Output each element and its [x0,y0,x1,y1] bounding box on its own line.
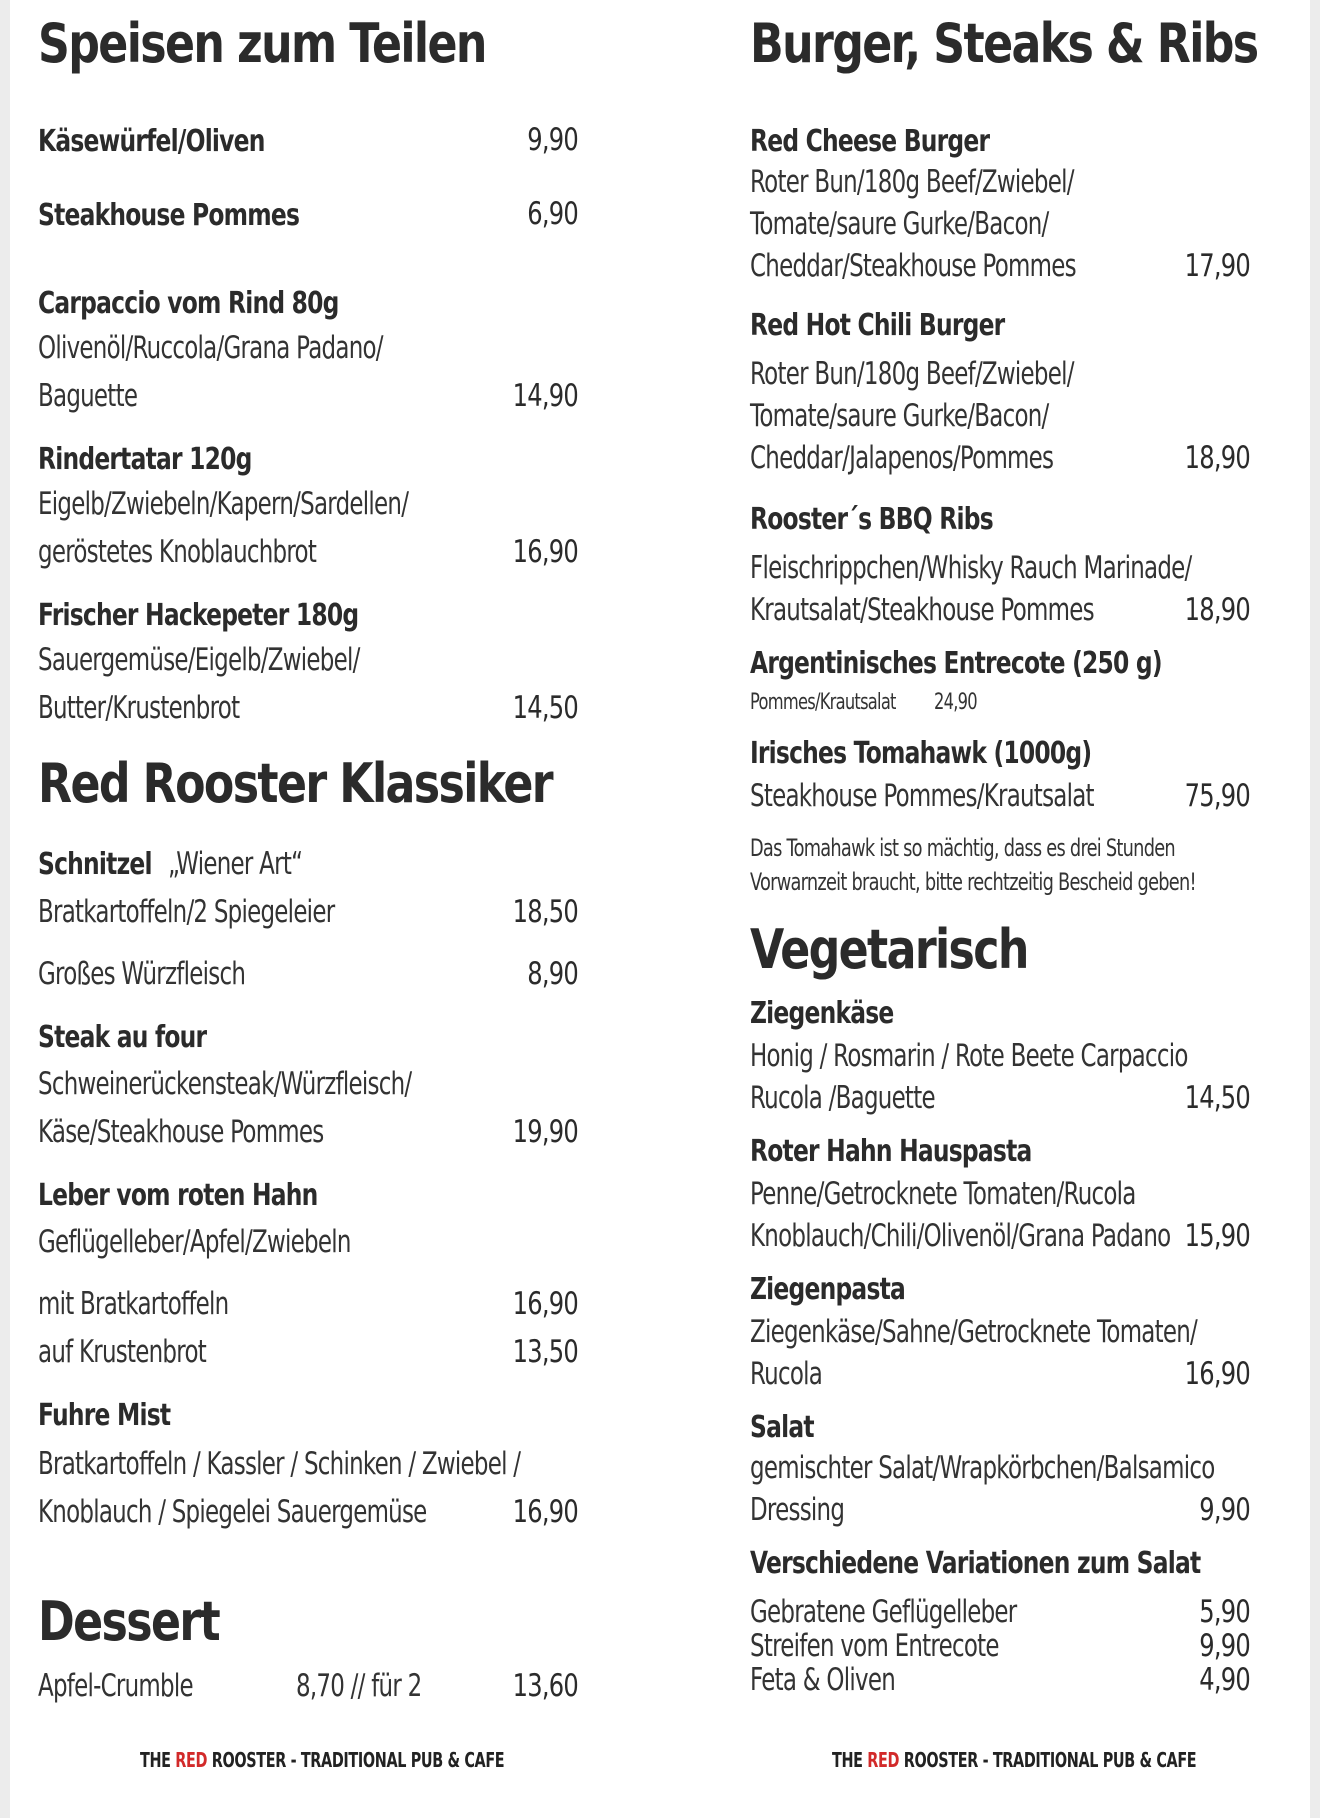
item-price: 14,90 [512,378,578,414]
item-price: 16,90 [1184,1356,1250,1392]
item-name: Red Hot Chili Burger [750,308,1005,343]
item-price: 24,90 [934,690,977,715]
item-price: 9,90 [527,122,578,158]
item-description: Rucola /Baguette [750,1080,935,1116]
item-price: 14,50 [1184,1080,1250,1116]
item-description: Ziegenkäse/Sahne/Getrocknete Tomaten/ [750,1314,1198,1350]
item-price: 9,90 [1199,1628,1250,1664]
item-price: 15,90 [1184,1218,1250,1254]
item-description: Steakhouse Pommes/Krautsalat [750,778,1094,814]
item-price: 5,90 [1199,1594,1250,1630]
footer-tagline-right [832,1748,1196,1772]
item-name: Steakhouse Pommes [38,198,300,233]
footer-red-word: RED [175,1748,208,1772]
item-name: Leber vom roten Hahn [38,1178,318,1213]
item-name: Fuhre Mist [38,1398,171,1433]
item-description: Großes Würzfleisch [38,956,246,992]
item-description: Knoblauch/Chili/Olivenöl/Grana Padano [750,1218,1171,1254]
item-description: Cheddar/Steakhouse Pommes [750,248,1076,284]
item-option: auf Krustenbrot [38,1334,207,1370]
footer-suffix: ROOSTER - TRADITIONAL PUB & CAFE [207,1748,505,1772]
item-option: Streifen vom Entrecote [750,1628,999,1664]
section-title-dessert: Dessert [38,1590,220,1653]
item-price: 14,50 [512,690,578,726]
item-price: 16,90 [512,1286,578,1322]
item-description: Knoblauch / Spiegelei Sauergemüse [38,1494,427,1530]
item-name: Steak au four [38,1020,207,1055]
item-name: Frischer Hackepeter 180g [38,598,359,633]
item-description: Apfel-Crumble [38,1668,193,1704]
item-description: Tomate/saure Gurke/Bacon/ [750,398,1049,434]
section-title-burger: Burger, Steaks & Ribs [750,12,1258,75]
menu-page [10,0,1310,1818]
item-description: Cheddar/Jalapenos/Pommes [750,440,1054,476]
item-price: 6,90 [527,196,578,232]
item-name: Rooster´s BBQ Ribs [750,502,993,537]
item-title-row [38,846,349,882]
item-price: 16,90 [512,1494,578,1530]
item-description: gemischter Salat/Wrapkörbchen/Balsamico [750,1450,1215,1486]
item-name: Käsewürfel/Oliven [38,124,265,159]
item-description: Tomate/saure Gurke/Bacon/ [750,206,1049,242]
item-description: Rucola [750,1356,823,1392]
item-price: 75,90 [1184,778,1250,814]
item-description: Krautsalat/Steakhouse Pommes [750,592,1094,628]
item-description: Dressing [750,1492,845,1528]
item-name: Verschiedene Variationen zum Salat [750,1546,1201,1581]
item-description: Käse/Steakhouse Pommes [38,1114,324,1150]
item-name: Irisches Tomahawk (1000g) [750,736,1092,771]
item-description: Fleischrippchen/Whisky Rauch Marinade/ [750,550,1192,586]
item-description: Olivenöl/Ruccola/Grana Padano/ [38,330,383,366]
item-name: Rindertatar 120g [38,442,252,477]
item-description: Pommes/Krautsalat [750,690,896,715]
item-description: geröstetes Knoblauchbrot [38,534,317,570]
item-description: Bratkartoffeln / Kassler / Schinken / Zwiebel / [38,1446,521,1482]
item-price: 16,90 [512,534,578,570]
item-description: Roter Bun/180g Beef/Zwiebel/ [750,164,1074,200]
item-name: Ziegenpasta [750,1272,906,1307]
section-title-vegetarisch: Vegetarisch [750,918,1028,981]
item-name: Red Cheese Burger [750,124,990,159]
item-price: 18,90 [1184,592,1250,628]
item-name: Salat [750,1410,814,1445]
tomahawk-note: Vorwarnzeit braucht, bitte rechtzeitig Bescheid geben! [750,868,1196,896]
footer-prefix: THE [140,1748,176,1772]
item-price-single: 8,70 // für 2 [296,1668,422,1704]
item-name: Argentinisches Entrecote (250 g) [750,646,1162,681]
item-price: 17,90 [1184,248,1250,284]
tomahawk-note: Das Tomahawk ist so mächtig, dass es drei Stunden [750,834,1175,862]
item-price: 19,90 [512,1114,578,1150]
item-description: Schweinerückensteak/Würzfleisch/ [38,1066,412,1102]
item-price: 18,90 [1184,440,1250,476]
item-name: Carpaccio vom Rind 80g [38,286,339,321]
item-price: 18,50 [512,894,578,930]
item-description: Sauergemüse/Eigelb/Zwiebel/ [38,642,360,678]
item-description: Geflügelleber/Apfel/Zwiebeln [38,1224,351,1260]
item-name: Schnitzel [38,847,152,882]
item-description: Butter/Krustenbrot [38,690,240,726]
item-description: Roter Bun/180g Beef/Zwiebel/ [750,356,1074,392]
item-description: Honig / Rosmarin / Rote Beete Carpaccio [750,1038,1188,1074]
section-title-klassiker: Red Rooster Klassiker [38,752,552,815]
item-name: Ziegenkäse [750,996,894,1031]
item-description: Bratkartoffeln/2 Spiegeleier [38,894,335,930]
item-description: Baguette [38,378,138,414]
item-description: Eigelb/Zwiebeln/Kapern/Sardellen/ [38,486,409,522]
footer-suffix: ROOSTER - TRADITIONAL PUB & CAFE [899,1748,1197,1772]
item-option: Feta & Oliven [750,1662,895,1698]
item-name-suffix: „Wiener Art“ [167,846,303,882]
item-option: mit Bratkartoffeln [38,1286,229,1322]
footer-tagline-left [140,1748,504,1772]
item-name: Roter Hahn Hauspasta [750,1134,1032,1169]
item-price: 13,60 [512,1668,578,1704]
item-option: Gebratene Geflügelleber [750,1594,1017,1630]
footer-prefix: THE [832,1748,868,1772]
item-description: Penne/Getrocknete Tomaten/Rucola [750,1176,1136,1212]
footer-red-word: RED [867,1748,900,1772]
item-price: 9,90 [1199,1492,1250,1528]
item-price: 4,90 [1199,1662,1250,1698]
item-price: 8,90 [527,956,578,992]
section-title-speisen: Speisen zum Teilen [38,12,486,75]
item-price: 13,50 [512,1334,578,1370]
